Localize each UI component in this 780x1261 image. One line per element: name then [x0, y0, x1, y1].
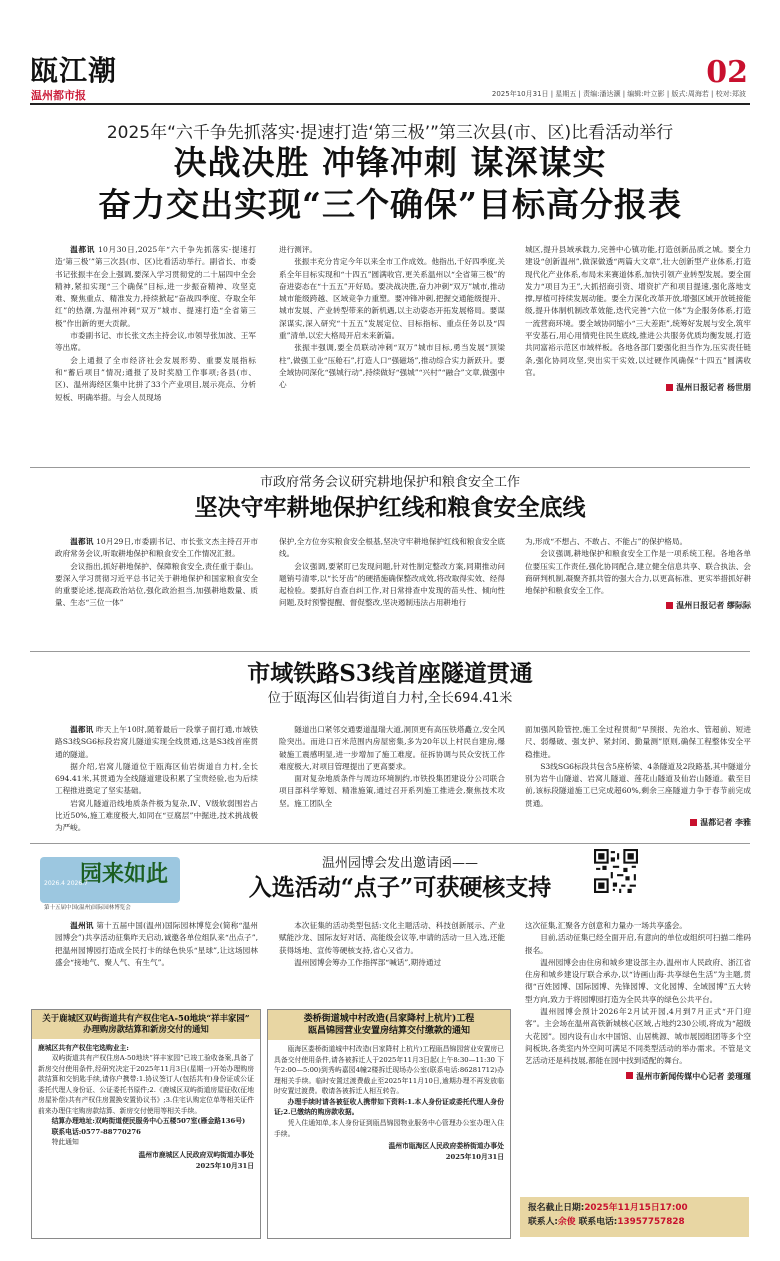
article1-column-3	[525, 244, 751, 394]
article2-kicker: 市政府常务会议研究耕地保护和粮食安全工作	[259, 475, 520, 490]
article1-dateline: 温都讯	[70, 245, 96, 254]
article4-byline: 温州市新闻传媒中心记者 姜瑾瑾	[525, 1070, 751, 1083]
article2-dateline: 温都讯	[70, 537, 94, 546]
article4-paragraph: 温州园博会预计2026年2月试开园,4月到7月正式“开门迎客”。主会场在温州高铁新城核心区域,占地约230公顷,将成为“超级大花园”。园内设有山水中国馆、山居桃源、城市展园组团等多个空间板块,各类室内外空间可满足不同类型活动的举办需求。不管是文艺活动还是科技展,都能在园中找到适配的舞台。	[525, 1007, 751, 1066]
article4-paragraph: 本次征集的活动类型包括:文化主题活动、科技创新展示、产业赋能沙龙、国际友好对话、高能级会议等,申请的活动一旦入选,还能获得场地、宣传等硬核支持,省心又省力。	[279, 921, 505, 955]
article3-byline: 温都记者 李雅	[525, 816, 751, 829]
article1-paragraph: 会上通报了全市经济社会发展形势、重要发展指标和“蓄后项目”情况;通报了及时奖励工作事项;各县(市、区)、温州海经区集中比拼了33个产业项目,展示亮点、分析短板、明确举措。与会人员现场	[55, 355, 256, 402]
notice-sign-date: 2025年10月31日	[195, 1161, 254, 1170]
notice-title: 娄桥街道城中村改造(吕家降村上杭片)工程 瓯昌锦园营业安置房结算交付缴款的通知	[268, 1010, 510, 1040]
registration-deadline-box	[520, 1197, 749, 1237]
article2-paragraph: 会议强调,要紧盯已发现问题,针对性制定整改方案,同期推动问题销号清零,以“长牙齿”的硬措施确保整改成效,将改取得实效、经得起检验。要抓好自查自纠工作,对日常排查中发现的苗头性、倾向性问题,及时预警提醒、督促整改,坚决遏制违法占用耕地行	[279, 561, 505, 608]
article2-headline: 坚决守牢耕地保护红线和粮食安全底线	[194, 494, 586, 521]
section-divider	[30, 467, 750, 468]
article1-paragraph: 市委副书记、市长张文杰主持会议,市领导张加波、王军等出席。	[55, 331, 256, 353]
contact-line: 联系人:余俊 联系电话:13957757828	[528, 1217, 685, 1228]
article1-paragraph: 张振丰充分肯定今年以来全市工作成效。他指出,千好四季度,关系全年目标实现和“十四五”圆满收官,更关系温州以“全省第三极”的奋进姿态在“十五五”开好局。要决战决胜,奋力冲刺“双万”城市,推动城市能级跨越、区域竞争力重塑。要冲锋冲刺,把握交通能级提升、城市发展、产业转型带来的新机遇,以主动姿态开拓发展格局。要谋深谋实,深入研究“十五五”发展定位、目标指标、重点任务以及“四重”清单,以宏大格局开启未来新篇。	[279, 257, 505, 341]
article3-paragraph: 隧道出口紧邻交通要道温瑞大道,洞顶更有高压铁塔矗立,安全风险突出。而进口百米范围内房屋密集,多为20年以上村民自建房,爆破施工震感明显,进一步增加了施工难度。征拆协调与民众安抚工作难度极大,对项目管理提出了更高要求。	[279, 725, 505, 771]
article4-kicker: 温州园博会发出邀请函——	[321, 856, 478, 871]
article2-column-1	[55, 536, 258, 610]
notice-body	[268, 1040, 510, 1166]
article4-paragraph: 温州园博会由住房和城乡建设部主办,温州市人民政府、浙江省住房和城乡建设厅联合承办,以“诗画山海·共享绿色生活”为主题,贯彻“百姓园博、国际园博、先锋园博、文化园博、全域园博”五大转型方向,致力于将园博园打造为全民共享的绿色公共平台。	[525, 957, 751, 1004]
article4-column-1	[55, 920, 258, 969]
article4-paragraph: 第十五届中国(温州)国际园林博览会(简称“温州园博会”)共享活动征集昨天启动,诚邀各单位组队来“出点子”,把温州园博园打造成全民打卡的绿色快乐“星球”,让这场园林盛会“接地气、聚人气、有生气”。	[55, 921, 258, 967]
article2-paragraph: 为,形成“不想占、不敢占、不能占”的保护格局。	[525, 537, 688, 546]
article1-column-1	[55, 244, 256, 404]
notice-paragraph: 办理手续时请各被征收人携带如下资料:1.本人身份证或委托代理人身份证;2.已缴纳的购房款收据。	[274, 1097, 504, 1117]
notice-address: 结算办理地址:双屿街道便民服务中心五楼507室(雁金路136号)	[51, 1117, 246, 1126]
page-number: 02	[706, 55, 748, 90]
article3-paragraph: 面加强风险管控,施工全过程贯彻“早预报、先治水、管超前、短进尺、弱爆破、强支护、紧封闭、勤量测”原则,确保工程整体安全平稳推进。	[525, 725, 751, 759]
article1-paragraph: 进行测评。	[279, 245, 317, 254]
article3-column-1	[55, 724, 258, 835]
article1-paragraph: 10月30日,2025年“六千争先抓落实·提速打造‘第三极’”第三次县(市、区)比看活动举行。副省长、市委书记张振丰在会上强调,要深入学习贯彻党的二十届四中全会精神,紧扣实现“三个确保”目标,进一步振奋精神、攻坚克难、聚焦重点、精准发力,持续掀起“奋战四季度、夺取全年红”的热潮,为温州冲刺“双万”城市、提速打造“全省第三极”作出新的更大贡献。	[55, 245, 256, 328]
article2-column-3	[525, 536, 751, 612]
article4-paragraph: 目前,活动征集已经全面开启,有意向的单位或组织可扫描二维码报名。	[525, 933, 751, 955]
article4-dateline: 温州讯	[70, 921, 94, 930]
masthead-rule	[30, 103, 750, 105]
notice-sign-date: 2025年10月31日	[445, 1152, 504, 1161]
article3-headline: 市域铁路S3线首座隧道贯通	[247, 660, 533, 687]
section-divider	[30, 843, 750, 844]
notice-closing: 特此通知	[51, 1138, 79, 1147]
notice-paragraph: 瓯海区娄桥街道城中村改造(吕家降村上杭片)工程瓯昌锦园营业安置房已具备交付使用条件,请各被拆迁人于2025年11月3日起(上午8:30—11:30 下午2:00—5:00)到秀屿嘉园4幢2楼拆迁现场办公室(联系电话:86281712)办理相关手续。临时安置过渡费截止至2025年11月10日,逾期办理不再发放临时安置过渡费。敬请各被拆迁人相互转告。	[274, 1045, 504, 1096]
notice-sign-org: 温州市鹿城区人民政府双屿街道办事处	[138, 1151, 254, 1159]
article3-paragraph: 据介绍,岩窝儿隧道位于瓯海区仙岩街道自力村,全长694.41米,其贯通为全线隧道建设积累了宝贵经验,也为后续工程推进奠定了坚实基础。	[55, 761, 258, 796]
article1-kicker: 2025年“六千争先抓落实·提速打造‘第三极’”第三次县(市、区)比看活动举行	[106, 123, 674, 143]
newspaper-name: 温州都市报	[31, 89, 86, 102]
notice-phone: 联系电话:0577-88770276	[51, 1127, 141, 1136]
section-title: 瓯江潮	[30, 54, 118, 87]
article4-column-2	[279, 920, 505, 969]
logo-caption: 第十五届中国(温州)国际园林博览会	[44, 905, 131, 911]
notice-box-shuangyu	[31, 1009, 261, 1239]
expo-logo	[40, 857, 180, 913]
square-bullet-icon	[626, 1072, 633, 1079]
article1-headline-line2: 奋力交出实现“三个确保”目标高分报表	[98, 185, 682, 224]
article1-column-2	[279, 244, 505, 392]
article4-paragraph: 温州园博会筹办工作指挥部“喊话”,期待通过	[294, 957, 442, 967]
article3-column-3	[525, 724, 751, 829]
article2-paragraph: 会议指出,抓好耕地保护、保障粮食安全,责任重于泰山。要深入学习贯彻习近平总书记关于耕地保护和国家粮食安全的重要论述,提高政治站位,强化政治担当,加强耕地数量、质量、生态“三位一体”	[55, 561, 258, 608]
deadline-line: 报名截止日期:2025年11月15日17:00	[528, 1203, 688, 1213]
notice-box-louqiao	[267, 1009, 511, 1239]
edition-meta: 2025年10月31日 | 星期五 | 责编:潘达灏 | 编辑:叶立影 | 版式:周海若 | 校对:郑波	[491, 90, 746, 98]
notice-sign-org: 温州市瓯海区人民政府娄桥街道办事处	[388, 1142, 504, 1151]
article1-paragraph: 张振丰强调,要全员联动冲刺“双万”城市目标,勇当发展“顶梁柱”,做强工业“压舱石”,打造人口“强磁场”,推动综合实力新跃升。要全域协同深化“强城行动”,持续做好“强城”“兴村”“融合”文章,做强中心	[279, 343, 505, 390]
notice-body	[32, 1039, 260, 1175]
article4-headline: 入选活动“点子”可获硬核支持	[248, 874, 552, 901]
article1-headline-line1: 决战决胜 冲锋冲刺 谋深谋实	[173, 143, 607, 182]
article4-paragraph: 这次征集,汇聚各方创意和力量办一场共享盛会。	[525, 921, 687, 930]
square-bullet-icon	[666, 602, 673, 609]
qr-code-icon[interactable]	[594, 849, 638, 893]
square-bullet-icon	[666, 384, 673, 391]
article3-paragraph: S3线SG6标段共包含5座桥梁、4条隧道及2段路基,其中隧道分别为岩牛山隧道、岩窝儿隧道、莲花山隧道及仙岩山隧道。截至目前,该标段隧道施工已完成超60%,剩余三座隧道力争于春节前完成贯通。	[525, 761, 751, 808]
article2-byline: 温州日报记者 缪际际	[525, 599, 751, 612]
article3-column-2	[279, 724, 505, 810]
notice-paragraph: 凭入住通知单,本人身份证到瓯昌锦园物业服务中心管理办公室办理入住手续。	[274, 1119, 504, 1138]
section-divider	[30, 651, 750, 652]
article2-paragraph: 会议强调,耕地保护和粮食安全工作是一项系统工程。各地各单位要压实工作责任,强化协同配合,建立健全信息共享、联合执法、会商研判机制,凝聚齐抓共管的强大合力,以更高标准、更实举措抓好耕地保护和粮食安全工作。	[525, 549, 751, 596]
article3-dateline: 温都讯	[70, 725, 94, 734]
article2-paragraph: 10月29日,市委副书记、市长张文杰主持召开市政府常务会议,听取耕地保护和粮食安全工作情况汇报。	[55, 537, 258, 559]
notice-title: 关于鹿城区双屿街道共有产权住宅A-50地块“祥丰家园” 办理购房款结算和新房交付的通知	[32, 1010, 260, 1039]
article4-column-3	[525, 920, 751, 1083]
article3-paragraph: 昨天上午10时,随着最后一段掌子面打通,市域铁路S3线SG6标段岩窝儿隧道实现全线贯通,这是S3线首座贯通的隧道。	[55, 725, 259, 759]
article3-subheadline: 位于瓯海区仙岩街道自力村,全长694.41米	[267, 691, 513, 706]
article3-paragraph: 面对复杂地质条件与周边环境制约,市铁投集团建设分公司联合项目部科学筹划、精准施策,通过召开系列施工推进会,聚焦技术攻坚。施工团队全	[279, 774, 505, 808]
square-bullet-icon	[690, 819, 697, 826]
notice-salutation: 鹿城区共有产权住宅选购业主:	[38, 1043, 129, 1052]
logo-text: 园来如此	[80, 862, 169, 887]
article1-byline: 温州日报记者 杨世朋	[525, 381, 751, 394]
article3-paragraph: 岩窝儿隧道沿线地质条件极为复杂,Ⅳ、Ⅴ级软弱围岩占比近50%,施工难度极大,如同在“豆腐层”中掘进,技术挑战极为严峻。	[55, 798, 258, 833]
article2-column-2	[279, 536, 505, 610]
notice-paragraph: 双屿街道共有产权住房A-50地块“祥丰家园”已竣工验收备案,具备了新房交付使用条件,经研究决定于2025年11月3日(星期一)开始办理购房款结算和交钥匙手续,请你户携带:1.协议签订人(包括共有)身份证或公证委托代理人身份证、公证委托书原件;2.《鹿城区双屿街道房屋征收(征地房屋补偿)共有产权住房置换安置协议书》;3.住宅认购定位单等相关证件前来办理住宅购房款结算、新房交付使用等相关手续。	[38, 1054, 254, 1115]
logo-years: 2026.4 2026.7	[44, 880, 88, 887]
article2-paragraph: 保护,全方位夯实粮食安全根基,坚决守牢耕地保护红线和粮食安全底线。	[279, 537, 505, 559]
article1-paragraph: 城区,提升县域承载力,完善中心镇功能,打造创新品质之城。要全力建设“创新温州”,做深做透“两篇大文章”,壮大创新型产业体系,打造现代化产业体系,布局未来赛道体系,加快引领产业转型发展。要全面发力“项目为王”,大抓招商引资、增资扩产和项目提速,强化落地支撑,厚植可持续发展动能。要全力深化改革开放,增强区域开放链接能级,提升体制机制改革效能,迭代完善“六位一体”为企服务体系,打造一流营商环境。要全域协同缩小“三大差距”,统筹好发展与安全,筑牢平安基石,用心用情兜住民生底线,推进公共服务优质均衡发展,打造共同富裕示范区市域样板。各地各部门要强化担当作为,压实责任链条,强化协同攻坚,突出实干实效,以过硬作风确保“十四五”圆满收官。	[525, 245, 751, 377]
